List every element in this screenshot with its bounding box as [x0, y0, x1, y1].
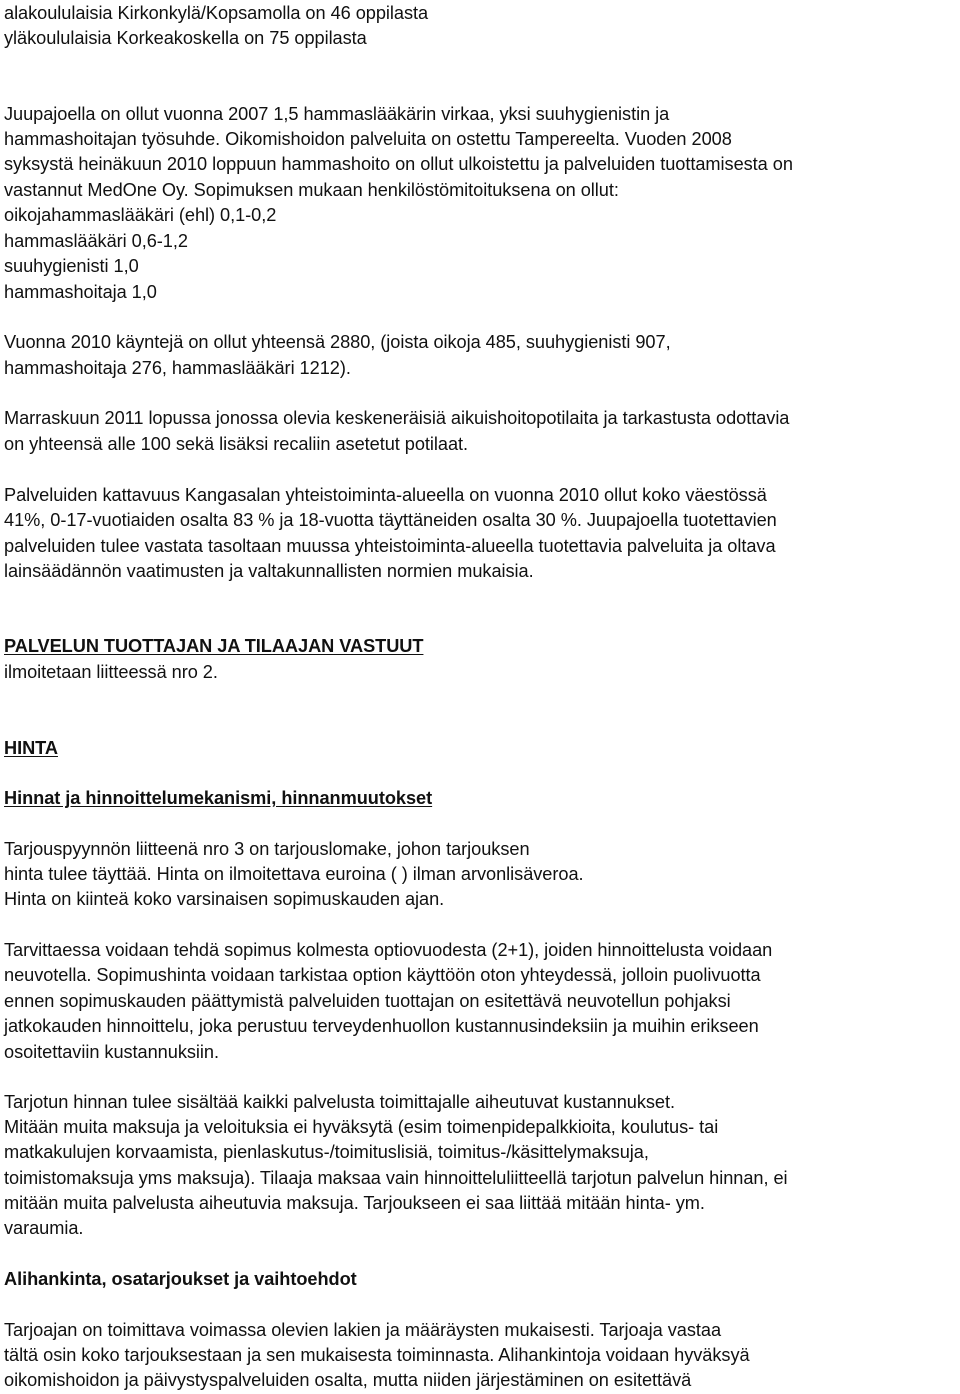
- pricing-heading: Hinnat ja hinnoittelumekanismi, hinnanmuutokset: [4, 788, 433, 808]
- text-line: Palveluiden kattavuus Kangasalan yhteistoiminta-alueella on vuonna 2010 ollut koko väestössä: [4, 485, 767, 505]
- text-line: Juupajoella on ollut vuonna 2007 1,5 hammaslääkärin virkaa, yksi suuhygienistin ja: [4, 104, 670, 124]
- text-line: palveluiden tulee vastata tasoltaan muussa yhteistoiminta-alueella tuotettavia palveluita ja oltava: [4, 536, 776, 556]
- text-line: jatkokauden hinnoittelu, joka perustuu terveydenhuollon kustannusindeksiin ja muihin erikseen: [4, 1016, 759, 1036]
- price-heading: HINTA: [4, 738, 58, 758]
- text-line: neuvotella. Sopimushinta voidaan tarkistaa option käyttöön oton yhteydessä, jolloin puolivuotta: [4, 965, 761, 985]
- text-line: hammaslääkäri 0,6-1,2: [4, 231, 188, 251]
- text-line: matkakulujen korvaamista, pienlaskutus-/toimituslisiä, toimitus-/käsittelymaksuja,: [4, 1142, 649, 1162]
- text-line: lainsäädännön vaatimusten ja valtakunnallisten normien mukaisia.: [4, 561, 534, 581]
- text-line: ilmoitetaan liitteessä nro 2.: [4, 662, 218, 682]
- text-line: on yhteensä alle 100 sekä lisäksi recaliin asetetut potilaat.: [4, 434, 469, 454]
- text-line: Tarjoajan on toimittava voimassa olevien lakien ja määräysten mukaisesti. Tarjoaja vastaa: [4, 1320, 722, 1340]
- text-line: Vuonna 2010 käyntejä on ollut yhteensä 2880, (joista oikoja 485, suuhygienisti 907,: [4, 332, 671, 352]
- text-line: hinta tulee täyttää. Hinta on ilmoitettava euroina ( ) ilman arvonlisäveroa.: [4, 864, 584, 884]
- text-line: Hinta on kiinteä koko varsinaisen sopimuskauden ajan.: [4, 889, 445, 909]
- text-line: vastannut MedOne Oy. Sopimuksen mukaan henkilöstömitoituksena on ollut:: [4, 180, 619, 200]
- text-line: Mitään muita maksuja ja veloituksia ei hyväksytä (esim toimenpidepalkkioita, koulutus- tai: [4, 1117, 719, 1137]
- text-line: Tarvittaessa voidaan tehdä sopimus kolmesta optiovuodesta (2+1), joiden hinnoittelusta voidaan: [4, 940, 773, 960]
- text-line: toimistomaksuja yms maksuja). Tilaaja maksaa vain hinnoitteluliitteellä tarjotun palvelun hinnan, ei: [4, 1168, 788, 1188]
- text-line: Marraskuun 2011 lopussa jonossa olevia keskeneräisiä aikuishoitopotilaita ja tarkastusta odottavia: [4, 408, 790, 428]
- text-line: hammashoitaja 1,0: [4, 282, 157, 302]
- responsibility-heading: PALVELUN TUOTTAJAN JA TILAAJAN VASTUUT: [4, 636, 424, 656]
- text-line: 41%, 0-17-vuotiaiden osalta 83 % ja 18-vuotta täyttäneiden osalta 30 %. Juupajoella tuotettavien: [4, 510, 777, 530]
- text-line: yläkoululaisia Korkeakoskella on 75 oppilasta: [4, 28, 367, 48]
- text-line: hammashoitajan työsuhde. Oikomishoidon palveluita on ostettu Tampereelta. Vuoden 2008: [4, 129, 732, 149]
- text-line: varaumia.: [4, 1218, 84, 1238]
- text-line: suuhygienisti 1,0: [4, 256, 139, 276]
- text-line: ennen sopimuskauden päättymistä palveluiden tuottajan on esitettävä neuvotellun pohjaksi: [4, 991, 731, 1011]
- text-line: oikomishoidon ja päivystyspalveluiden osalta, mutta niiden järjestäminen on esitettävä: [4, 1370, 692, 1390]
- text-line: syksystä heinäkuun 2010 loppuun hammashoito on ollut ulkoistettu ja palveluiden tuottamisesta on: [4, 154, 793, 174]
- text-line: osoitettaviin kustannuksiin.: [4, 1042, 219, 1062]
- text-line: alakoululaisia Kirkonkylä/Kopsamolla on 46 oppilasta: [4, 3, 429, 23]
- text-line: hammashoitaja 276, hammaslääkäri 1212).: [4, 358, 351, 378]
- text-line: Tarjotun hinnan tulee sisältää kaikki palvelusta toimittajalle aiheutuvat kustannukset.: [4, 1092, 676, 1112]
- text-line: Tarjouspyynnön liitteenä nro 3 on tarjouslomake, johon tarjouksen: [4, 839, 530, 859]
- text-line: mitään muita palvelusta aiheutuvia maksuja. Tarjoukseen ei saa liittää mitään hinta- ym.: [4, 1193, 705, 1213]
- text-line: oikojahammaslääkäri (ehl) 0,1-0,2: [4, 205, 277, 225]
- subcontracting-heading: Alihankinta, osatarjoukset ja vaihtoehdot: [4, 1269, 357, 1289]
- text-line: tältä osin koko tarjouksestaan ja sen mukaisesta toiminnasta. Alihankintoja voidaan hyväksyä: [4, 1345, 750, 1365]
